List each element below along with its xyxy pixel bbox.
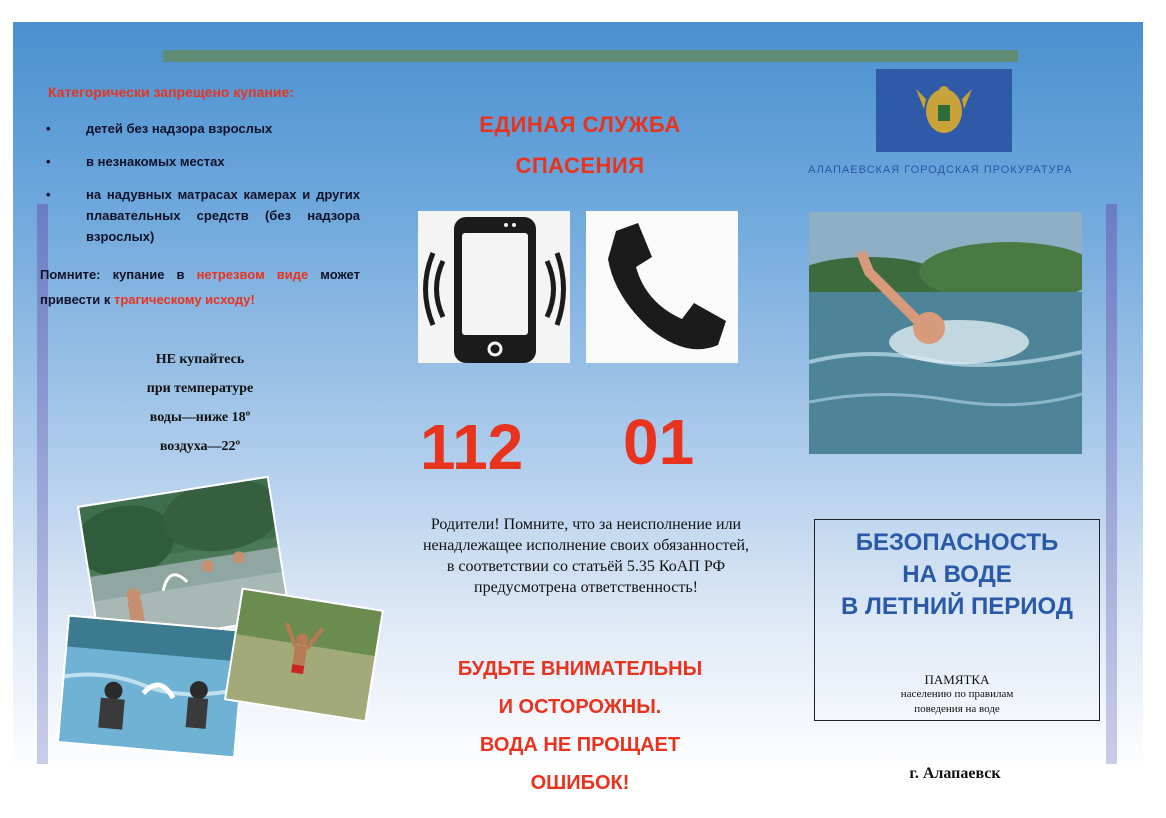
temperature-line: при температуре — [146, 381, 254, 396]
list-item: • на надувных матрасах камерах и других плавательных средств (без надзора взрослых) — [46, 187, 360, 244]
list-item-text: детей без надзора взрослых — [86, 121, 273, 136]
list-item-text: на надувных матрасах камерах и других плавательных средств (без надзора взрослых) — [86, 187, 360, 244]
safety-title-line: БЕЗОПАСНОСТЬ — [855, 529, 1059, 556]
right-edge-strip — [1106, 204, 1117, 764]
prosecutor-emblem-icon — [876, 69, 1012, 152]
city-name: г. Алапаевск — [909, 765, 1001, 782]
mobile-phone-icon — [418, 211, 570, 363]
warning-line: ВОДА НЕ ПРОЩАЕТ — [479, 734, 681, 756]
forbidden-list — [40, 118, 360, 259]
warning-line: ОШИБОК! — [530, 772, 630, 794]
safety-title-line: В ЛЕТНИЙ ПЕРИОД — [841, 593, 1073, 620]
photo-kids-swimming-2 — [57, 614, 247, 758]
temperature-line: воздуха—22º — [159, 439, 241, 454]
organization-name: АЛАПАЕВСКАЯ ГОРОДСКАЯ ПРОКУРАТУРА — [808, 164, 1073, 176]
remember-highlight: нетрезвом виде — [196, 267, 309, 282]
top-decorative-bar — [163, 50, 1018, 62]
remember-text: может привести к — [40, 267, 360, 307]
emergency-number-mobile: 112 — [420, 411, 524, 483]
memo-caption — [814, 672, 1100, 717]
telephone-handset-icon — [586, 211, 738, 363]
safety-title — [814, 527, 1100, 623]
remember-highlight: трагическому исходу! — [113, 292, 255, 307]
list-item: • детей без надзора взрослых — [46, 121, 273, 136]
photo-drowning-child — [809, 212, 1082, 454]
remember-note — [40, 262, 360, 312]
warning-line: БУДЬТЕ ВНИМАТЕЛЬНЫ — [457, 658, 703, 680]
photo-boy-jumping — [224, 587, 384, 722]
warning-message — [410, 650, 750, 802]
forbidden-title: Категорически запрещено купание: — [48, 84, 294, 100]
parents-notice: Родители! Помните, что за неисполнение или ненадлежащее исполнение своих обязанностей, в соответствии со статьёй 5.35 КоАП РФ предусмотрена ответственность! — [422, 516, 750, 596]
temperature-line: воды—ниже 18º — [149, 410, 251, 425]
rescue-service-title — [420, 104, 740, 186]
temperature-line: НЕ купайтесь — [155, 352, 245, 367]
temperature-warning — [100, 345, 300, 461]
remember-text: Помните: купание в — [40, 267, 197, 282]
list-item-text: в незнакомых местах — [86, 154, 225, 169]
memo-title: ПАМЯТКА — [924, 672, 990, 687]
memo-line: населению по правилам — [900, 688, 1014, 700]
rescue-service-title-line: СПАСЕНИЯ — [515, 153, 645, 178]
safety-title-line: НА ВОДЕ — [902, 561, 1012, 588]
list-item: • в незнакомых местах — [46, 154, 225, 169]
emergency-number-landline: 01 — [623, 406, 695, 478]
rescue-service-title-line: ЕДИНАЯ СЛУЖБА — [479, 112, 681, 137]
warning-line: И ОСТОРОЖНЫ. — [498, 696, 662, 718]
memo-line: поведения на воде — [914, 703, 1000, 715]
